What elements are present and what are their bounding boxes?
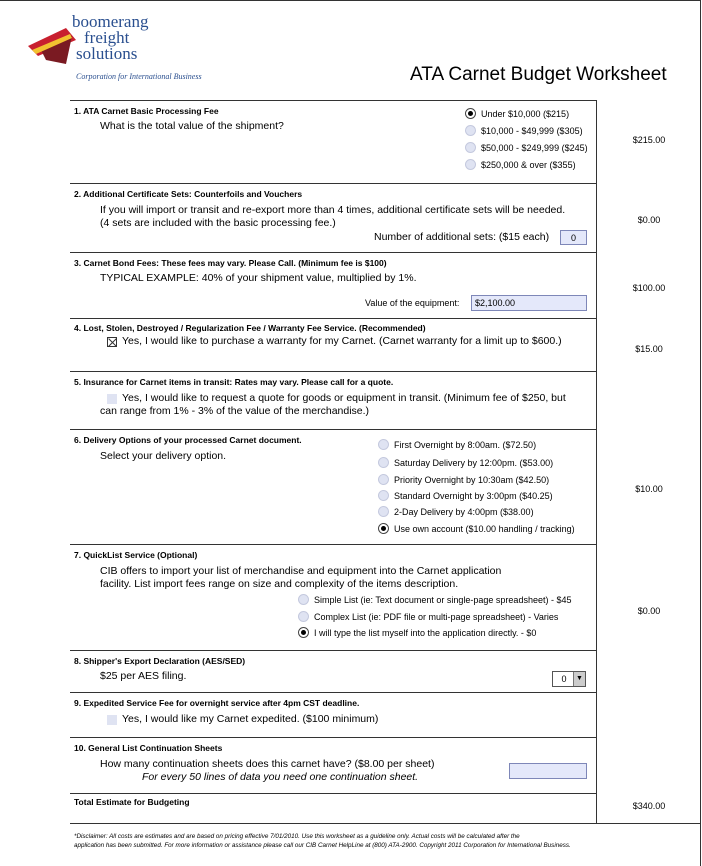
disclaimer-line-2: application has been submitted. For more information or assistance please call our CIB Carnet HelpLine at (800) ATA-2900. Copyright 2011 Corporation for International Business. bbox=[74, 842, 571, 849]
divider bbox=[70, 737, 596, 738]
insurance-checkbox[interactable] bbox=[107, 394, 117, 404]
quicklist-option-3[interactable]: I will type the list myself into the application directly. - $0 bbox=[298, 627, 536, 638]
expedite-label: Yes, I would like my Carnet expedited. ($100 minimum) bbox=[122, 713, 379, 725]
section-2-line-2: (4 sets are included with the basic processing fee.) bbox=[100, 217, 336, 229]
chevron-down-icon: ▼ bbox=[573, 672, 585, 686]
section-6-amount: $10.00 bbox=[635, 484, 663, 494]
divider bbox=[70, 252, 596, 253]
section-3-example: TYPICAL EXAMPLE: 40% of your shipment value, multiplied by 1%. bbox=[100, 272, 417, 284]
equipment-value-label: Value of the equipment: bbox=[365, 298, 460, 308]
divider bbox=[70, 100, 596, 101]
radio-icon bbox=[465, 142, 476, 153]
divider bbox=[70, 823, 701, 824]
logo-line-3: solutions bbox=[76, 44, 138, 63]
logo-line-2: freight bbox=[84, 28, 130, 47]
radio-icon bbox=[378, 474, 389, 485]
aes-filing-value: 0 bbox=[561, 674, 567, 684]
radio-icon bbox=[378, 506, 389, 517]
delivery-option-6[interactable]: Use own account ($10.00 handling / tracking) bbox=[378, 523, 575, 534]
section-7-amount: $0.00 bbox=[637, 606, 661, 616]
divider bbox=[70, 318, 596, 319]
section-9-title: 9. Expedited Service Fee for overnight service after 4pm CST deadline. bbox=[74, 698, 360, 708]
quicklist-option-1[interactable]: Simple List (ie: Text document or single-page spreadsheet) - $45 bbox=[298, 594, 571, 605]
radio-icon bbox=[298, 611, 309, 622]
amount-column-divider bbox=[596, 100, 597, 823]
section-1-amount: $215.00 bbox=[632, 135, 666, 145]
section-8-title: 8. Shipper's Export Declaration (AES/SED) bbox=[74, 656, 246, 666]
total-amount: $340.00 bbox=[632, 801, 666, 811]
value-option-1[interactable]: Under $10,000 ($215) bbox=[465, 108, 569, 119]
aes-filing-select[interactable] bbox=[552, 671, 586, 687]
continuation-question: How many continuation sheets does this carnet have? ($8.00 per sheet) bbox=[100, 758, 435, 770]
section-1-question: What is the total value of the shipment? bbox=[100, 120, 284, 132]
quicklist-line-1: CIB offers to import your list of merchandise and equipment into the Carnet application bbox=[100, 565, 502, 577]
insurance-line-2: can range from 1% - 3% of the value of the merchandise.) bbox=[100, 405, 370, 417]
section-10-title: 10. General List Continuation Sheets bbox=[74, 743, 223, 753]
value-option-4[interactable]: $250,000 & over ($355) bbox=[465, 159, 576, 170]
section-7-title: 7. QuickList Service (Optional) bbox=[74, 550, 198, 560]
logo-tagline: Corporation for International Business bbox=[76, 72, 202, 81]
divider bbox=[70, 429, 596, 430]
section-2-amount: $0.00 bbox=[637, 215, 661, 225]
expedite-checkbox[interactable] bbox=[107, 715, 117, 725]
delivery-option-2[interactable]: Saturday Delivery by 12:00pm. ($53.00) bbox=[378, 457, 553, 468]
warranty-label: Yes, I would like to purchase a warranty for my Carnet. (Carnet warranty for a limit up to $600.) bbox=[122, 335, 562, 347]
disclaimer-line-1: *Disclaimer: All costs are estimates and are based on pricing effective 7/01/2010. Use this worksheet as a guideline only. Actual costs will be calculated after the bbox=[74, 833, 520, 840]
radio-selected-icon bbox=[378, 523, 389, 534]
section-2-title: 2. Additional Certificate Sets: Counterfoils and Vouchers bbox=[74, 189, 303, 199]
quicklist-line-2: facility. List import fees range on size and complexity of the items description. bbox=[100, 578, 459, 590]
delivery-option-1[interactable]: First Overnight by 8:00am. ($72.50) bbox=[378, 439, 536, 450]
delivery-option-5[interactable]: 2-Day Delivery by 4:00pm ($38.00) bbox=[378, 506, 534, 517]
divider bbox=[70, 544, 596, 545]
section-1-title: 1. ATA Carnet Basic Processing Fee bbox=[74, 106, 219, 116]
delivery-option-3[interactable]: Priority Overnight by 10:30am ($42.50) bbox=[378, 474, 549, 485]
delivery-prompt: Select your delivery option. bbox=[100, 450, 227, 462]
quicklist-option-2[interactable]: Complex List (ie: PDF file or multi-page spreadsheet) - Varies bbox=[298, 611, 558, 622]
additional-sets-input[interactable]: 0 bbox=[560, 230, 587, 245]
additional-sets-label: Number of additional sets: ($15 each) bbox=[374, 231, 550, 243]
radio-icon bbox=[465, 159, 476, 170]
section-2-line-1: If you will import or transit and re-export more than 4 times, additional certificate sets will be needed. bbox=[100, 204, 566, 216]
section-4-amount: $15.00 bbox=[635, 344, 663, 354]
section-5-title: 5. Insurance for Carnet items in transit: Rates may vary. Please call for a quote. bbox=[74, 377, 394, 387]
logo-line-1: boomerang bbox=[72, 12, 149, 31]
boomerang-logo-icon bbox=[26, 26, 78, 66]
radio-icon bbox=[378, 457, 389, 468]
radio-selected-icon bbox=[465, 108, 476, 119]
divider bbox=[70, 793, 596, 794]
company-logo bbox=[22, 12, 222, 84]
logo-wordmark bbox=[72, 14, 148, 62]
insurance-label: Yes, I would like to request a quote for goods or equipment in transit. (Minimum fee of $250, but bbox=[122, 392, 566, 404]
radio-icon bbox=[465, 125, 476, 136]
delivery-option-4[interactable]: Standard Overnight by 3:00pm ($40.25) bbox=[378, 490, 553, 501]
value-option-3[interactable]: $50,000 - $249,999 ($245) bbox=[465, 142, 588, 153]
value-option-2[interactable]: $10,000 - $49,999 ($305) bbox=[465, 125, 583, 136]
divider bbox=[70, 650, 596, 651]
total-label: Total Estimate for Budgeting bbox=[74, 797, 190, 807]
aes-fee-text: $25 per AES filing. bbox=[100, 670, 187, 682]
equipment-value-input[interactable]: $2,100.00 bbox=[471, 295, 587, 311]
section-3-amount: $100.00 bbox=[632, 283, 666, 293]
disclaimer bbox=[74, 832, 634, 850]
section-3-title: 3. Carnet Bond Fees: These fees may vary. Please Call. (Minimum fee is $100) bbox=[74, 258, 387, 268]
radio-selected-icon bbox=[298, 627, 309, 638]
radio-icon bbox=[298, 594, 309, 605]
divider bbox=[70, 692, 596, 693]
section-6-title: 6. Delivery Options of your processed Carnet document. bbox=[74, 435, 302, 445]
continuation-sheets-input[interactable] bbox=[509, 763, 587, 779]
radio-icon bbox=[378, 439, 389, 450]
warranty-checkbox[interactable] bbox=[107, 337, 117, 347]
page-title: ATA Carnet Budget Worksheet bbox=[410, 64, 667, 85]
divider bbox=[70, 183, 596, 184]
radio-icon bbox=[378, 490, 389, 501]
section-4-title: 4. Lost, Stolen, Destroyed / Regularization Fee / Warranty Fee Service. (Recommended) bbox=[74, 323, 426, 333]
divider bbox=[70, 371, 596, 372]
continuation-note: For every 50 lines of data you need one continuation sheet. bbox=[142, 771, 419, 783]
